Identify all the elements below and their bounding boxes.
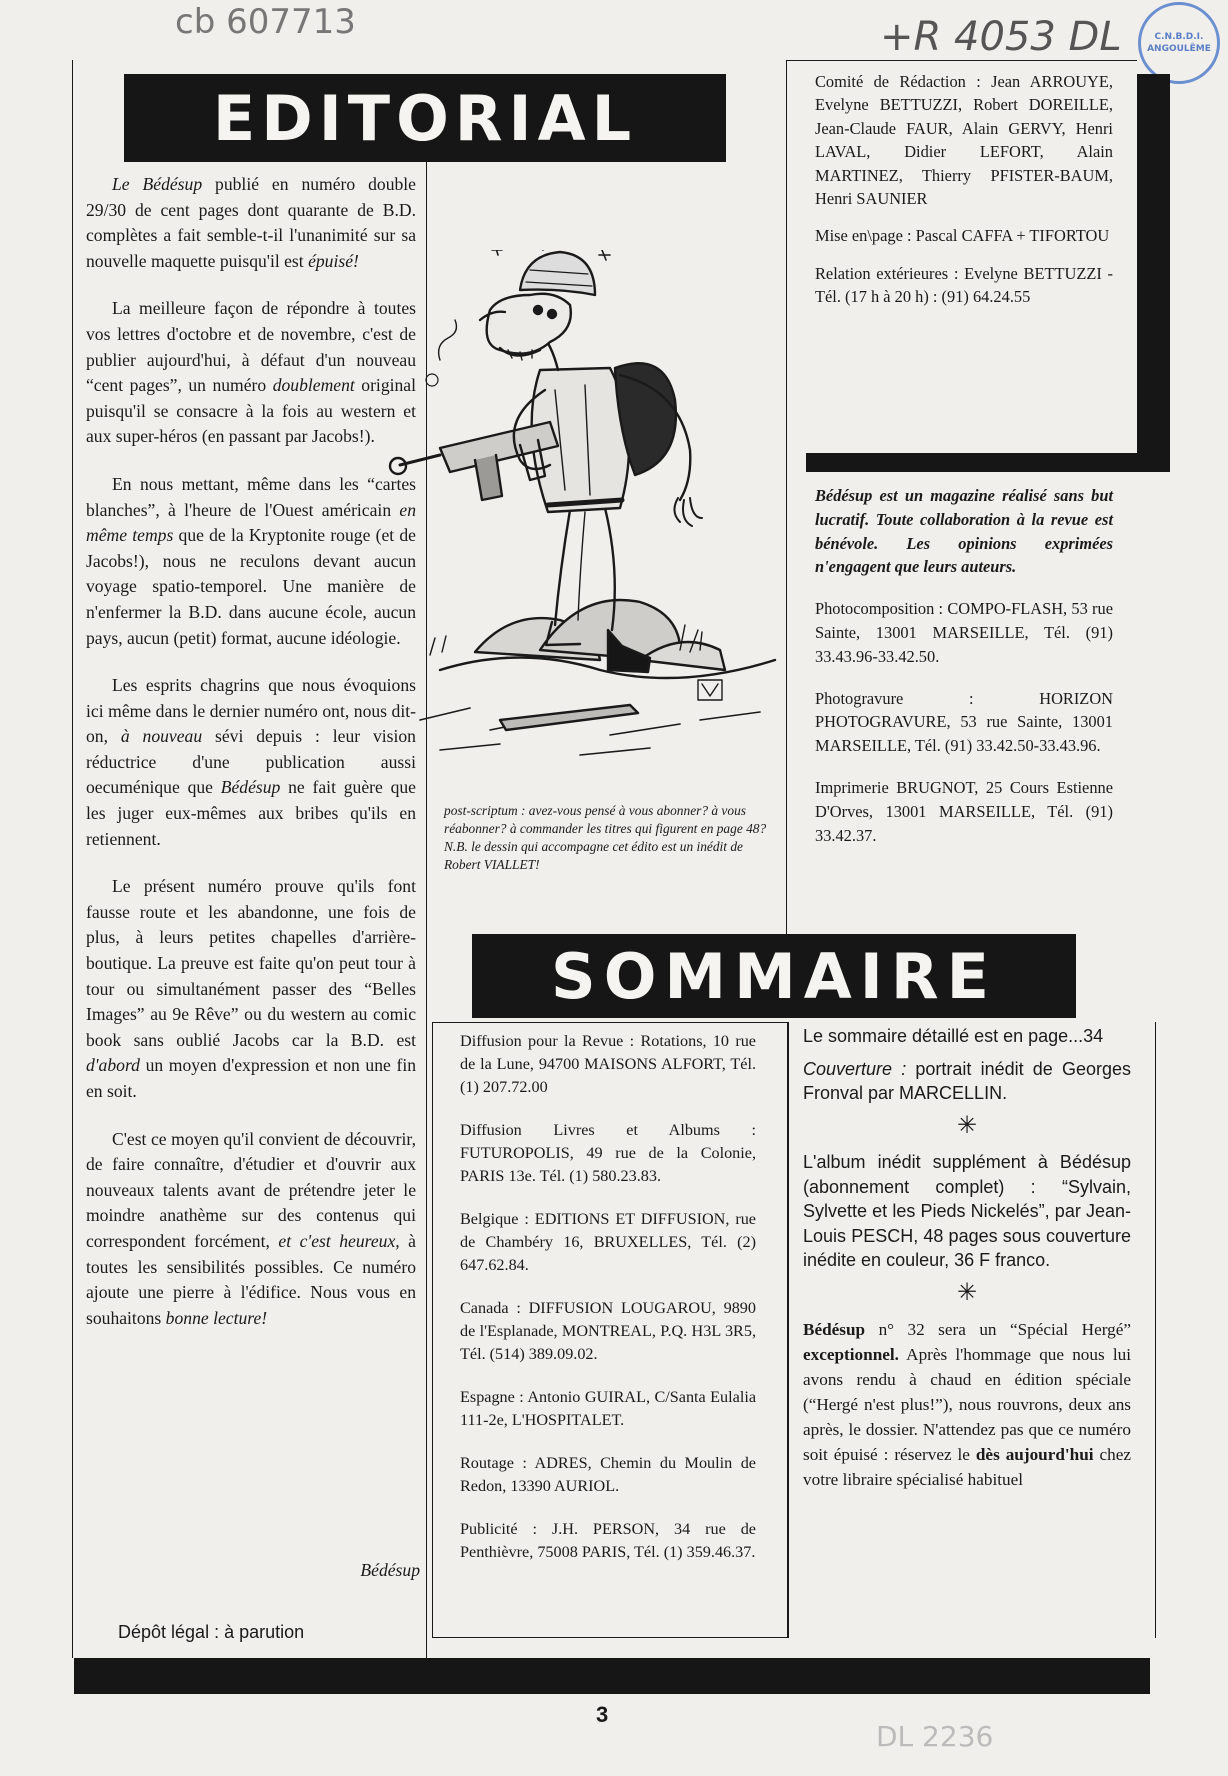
sommaire-next-issue — [803, 1317, 1131, 1492]
catalog-number: +R 4053 DL — [880, 14, 1122, 60]
cover-label: Couverture : — [803, 1058, 907, 1079]
text-run: bonne lecture! — [165, 1307, 268, 1328]
text-run: à nouveau — [120, 726, 203, 747]
sommaire-album: L'album inédit supplément à Bédésup (abonnement complet) : “Sylvain, Sylvette et les Pieds Nickelés”, par Jean-Louis PESCH, 48 pages sous couverture inédite en couleur, 36 F franco. — [803, 1152, 1131, 1270]
editorial-title: EDITORIAL — [212, 81, 638, 155]
text-run: épuisé! — [308, 250, 359, 271]
nonprofit-notice: Bédésup est un magazine réalisé sans but lucratif. Toute collaboration à la revue est bénévole. Les opinions exprimées n'engagent que leurs auteurs. — [815, 486, 1113, 577]
text-run: doublement — [272, 375, 355, 396]
advertising: Publicité : J.H. PERSON, 34 rue de Penthièvre, 75008 PARIS, Tél. (1) 359.46.37. — [460, 1520, 756, 1561]
text-run: un moyen d'expression et non une fin en soit. — [86, 1055, 416, 1101]
distribution-belgium: Belgique : EDITIONS ET DIFFUSION, rue de Chambéry 16, BRUXELLES, Tél. (2) 647.62.84. — [460, 1210, 756, 1274]
sommaire-detail: Le sommaire détaillé est en page...34 — [803, 1026, 1104, 1046]
editorial-paragraph — [86, 296, 416, 450]
next-issue-exceptional: exceptionnel. — [803, 1345, 899, 1364]
text-run: que de la Kryptonite rouge (et de Jacobs!), nous ne reculons devant aucun voyage spatio-temporel. Une manière de n'enfermer la B.D. dans aucune école, aucun pays, aucun (petit) format, aucune idéologie. — [86, 525, 416, 648]
text-run: original puisqu'il se consacre à la fois au western et aux super-héros (en passant par Jacobs!). — [86, 375, 416, 447]
text-run: d'abord — [86, 1055, 140, 1076]
next-issue-today: dès aujourd'hui — [975, 1445, 1094, 1464]
column-rule-3 — [788, 1022, 789, 1638]
left-margin-rule — [72, 60, 73, 1658]
next-issue-mag: Bédésup — [803, 1320, 866, 1339]
text-run: C'est ce moyen qu'il convient de découvrir, de faire connaître, d'étudier et d'ouvrir aux nouveaux talents avant de prétendre jeter le moindre anathème sur des contenus qui correspondent forcément, — [86, 1128, 416, 1251]
text-run: et c'est heureux, — [278, 1230, 400, 1251]
printer: Imprimerie BRUGNOT, 25 Cours Estienne D'Orves, 13001 MARSEILLE, Tél. (91) 33.42.37. — [815, 777, 1113, 845]
editorial-paragraph — [86, 874, 416, 1104]
text-run: Le présent numéro prouve qu'ils font fausse route et les abandonne, une fois de plus, à leurs petites chapelles d'arrière-boutique. La preuve est faite qu'on peut tour à tour ou simultanément passer des “Belles Images” au 9e Rêve” ou du western au comic book sans oublié Jacobs car la B.D. est — [86, 876, 416, 1050]
text-run: publié en numéro double 29/30 de cent pages dont quarante de B.D. complètes a fait semble-t-il l'unanimité sur sa nouvelle maquette puisqu'il est — [86, 174, 416, 271]
text-run: En nous mettant, même dans les “cartes blanches”, à l'heure de l'Ouest américain — [86, 473, 416, 520]
footer-bar — [74, 1658, 1150, 1694]
next-issue-part-3: chez votre libraire spécialisé habituel — [803, 1445, 1131, 1489]
text-run: en même temps — [86, 499, 416, 546]
distribution-canada: Canada : DIFFUSION LOUGAROU, 9890 de l'Esplanade, MONTREAL, P.Q. H3L 3R5, Tél. (514) 389.09.02. — [460, 1299, 756, 1363]
distribution-books: Diffusion Livres et Albums : FUTUROPOLIS, 49 rue de la Colonie, PARIS 13e. Tél. (1) 580.23.83. — [460, 1121, 756, 1185]
distribution-revue: Diffusion pour la Revue : Rotations, 10 rue de la Lune, 94700 MAISONS ALFORT, Tél. (1) 207.72.00 — [460, 1032, 756, 1096]
cover-text: portrait inédit de Georges Fronval par MARCELLIN. — [803, 1058, 1131, 1103]
editorial-paragraph — [86, 172, 416, 274]
sommaire-cover — [803, 1057, 1131, 1106]
text-run: Le Bédésup — [112, 174, 203, 194]
text-run: La meilleure façon de répondre à toutes vos lettres d'octobre et de novembre, c'est de publier aujourd'hui, à défaut d'un nouveau “cent pages”, un numéro — [86, 298, 416, 396]
sommaire-title: SOMMAIRE — [551, 939, 997, 1013]
text-run: Les esprits chagrins que nous évoquions ici même dans le dernier numéro ont, nous dit-on, — [86, 675, 416, 747]
asterisk-icon: ✳ — [956, 1111, 978, 1139]
publication-info — [815, 484, 1113, 865]
distribution-list — [460, 1030, 756, 1584]
layout-credit: Mise en\page : Pascal CAFFA + TIFORTOU — [815, 226, 1110, 246]
asterisk-icon: ✳ — [956, 1278, 978, 1306]
editorial-signature: Bédésup — [360, 1560, 420, 1580]
credits-text — [815, 70, 1113, 323]
editorial-board: Comité de Rédaction : Jean ARROUYE, Evelyne BETTUZZI, Robert DOREILLE, Jean-Claude FAUR, Alain GERVY, Henri LAVAL, Didier LEFORT, Alain MARTINEZ, Thierry PFISTER-BAUM, Henri SAUNIER — [815, 72, 1113, 209]
editorial-paragraph — [86, 1127, 416, 1332]
photogravure: Photogravure : HORIZON PHOTOGRAVURE, 53 rue Sainte, 13001 MARSEILLE, Tél. (91) 33.42.50-33.43.96. — [815, 688, 1113, 756]
text-run: sévi depuis : leur vision réductrice d'une publication aussi oecuménique que — [86, 726, 416, 798]
editorial-paragraph — [86, 472, 416, 651]
sommaire-banner — [472, 934, 1076, 1018]
editorial-text — [86, 172, 416, 1353]
sommaire-column — [803, 1024, 1131, 1500]
text-run: Bédésup — [220, 777, 281, 798]
text-run: à toutes les sensibilités possibles. Ce numéro ajoute une pierre à l'édifice. Nous vous en souhaitons — [86, 1230, 416, 1328]
library-stamp: C.N.B.D.I. ANGOULÊME — [1138, 2, 1220, 84]
soldier-illustration — [380, 250, 800, 790]
text-run: ne fait guère que les juger eux-mêmes aux bribes qu'ils en retiennent. — [86, 777, 416, 849]
legal-deposit: Dépôt légal : à parution — [118, 1622, 305, 1642]
routage: Routage : ADRES, Chemin du Moulin de Redon, 13390 AURIOL. — [460, 1454, 756, 1495]
legal-deposit-mark: DL 2236 — [876, 1720, 994, 1753]
next-issue-part-2: Après l'hommage que nous lui avons rendu à chaud en édition spéciale (“Hergé n'est plus!”), nous rouvrons, deux ans après, le dossier. N'attendez pas que ce numéro soit épuisé : réservez le — [803, 1345, 1131, 1464]
next-issue-part-1: n° 32 sera un “Spécial Hergé” — [865, 1320, 1131, 1339]
archive-number: cb 607713 — [175, 2, 356, 42]
postscript-caption: post-scriptum : avez-vous pensé à vous abonner? à vous réabonner? à commander les titres qui figurent en page 48? N.B. le dessin qui accompagne cet édito est un inédit de Robert VIALLET! — [444, 803, 767, 872]
page-number: 3 — [596, 1702, 609, 1727]
editorial-banner — [124, 74, 726, 162]
external-relations: Relation extérieures : Evelyne BETTUZZI - Tél. (17 h à 20 h) : (91) 64.24.55 — [815, 263, 1113, 307]
distribution-spain: Espagne : Antonio GUIRAL, C/Santa Eulalia 111-2e, L'HOSPITALET. — [460, 1388, 756, 1429]
photocomposition: Photocomposition : COMPO-FLASH, 53 rue Sainte, 13001 MARSEILLE, Tél. (91) 33.43.96-33.42.50. — [815, 599, 1113, 666]
column-rule-4 — [1155, 1022, 1156, 1638]
editorial-paragraph — [86, 673, 416, 852]
